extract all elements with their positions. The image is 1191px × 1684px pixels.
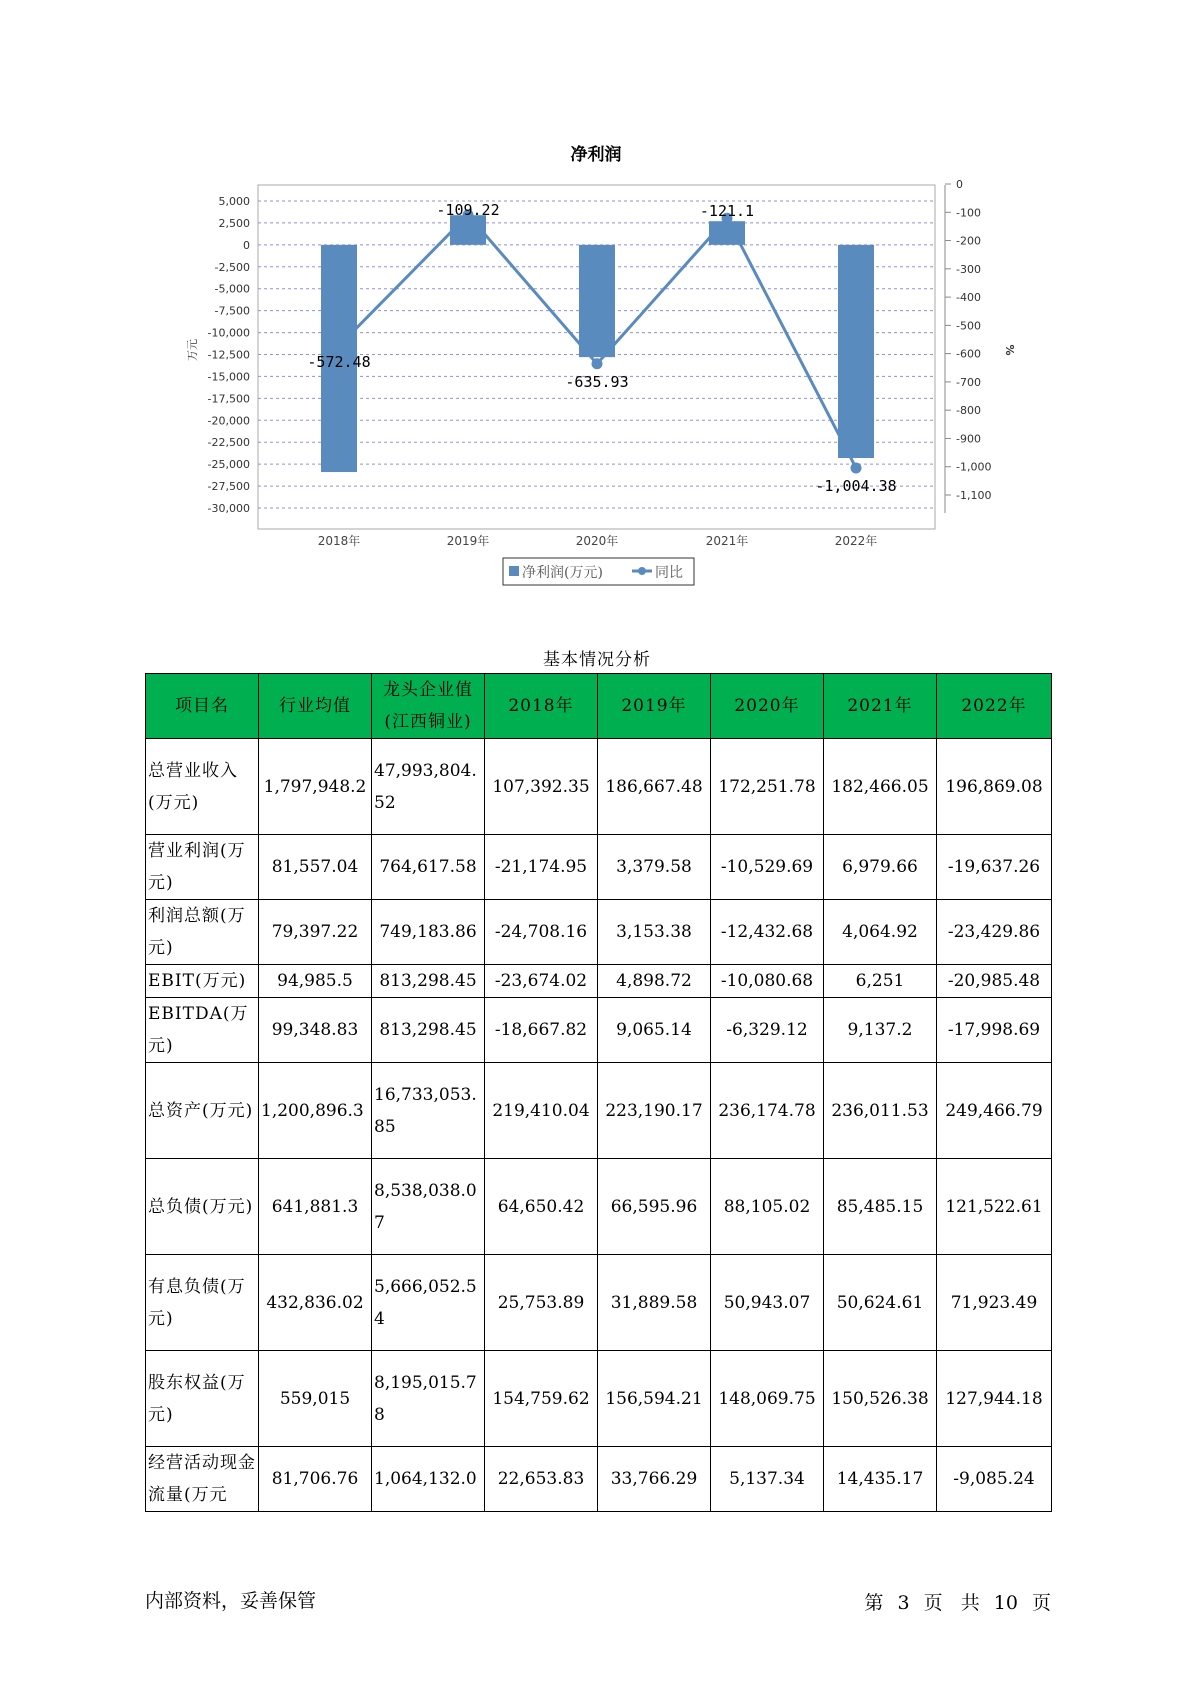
header-cell: 2020年 <box>711 674 824 739</box>
line-point <box>592 358 603 369</box>
value-cell: 9,065.14 <box>598 998 711 1063</box>
y2-tick-label: -900 <box>956 432 981 446</box>
header-cell: 2018年 <box>485 674 598 739</box>
table-caption: 基本情况分析 <box>543 650 651 670</box>
net-profit-chart <box>0 0 1191 600</box>
x-tick-label: 2019年 <box>446 534 490 548</box>
value-cell: -23,674.02 <box>485 965 598 998</box>
page-suffix: 页 <box>1031 1592 1051 1614</box>
value-cell: -24,708.16 <box>485 900 598 965</box>
table-row <box>146 965 1052 998</box>
y-tick-label: -2,500 <box>214 260 250 274</box>
value-cell: 196,869.08 <box>937 739 1052 835</box>
y2-axis-label: % <box>1003 344 1016 356</box>
value-cell: 50,624.61 <box>824 1255 937 1351</box>
y-tick-label: -7,500 <box>214 304 250 318</box>
y-tick-label: -22,500 <box>207 436 250 450</box>
y2-tick-label: -700 <box>956 375 981 389</box>
row-name-cell: 总资产(万元) <box>146 1063 259 1159</box>
value-cell: 81,557.04 <box>259 835 372 900</box>
value-cell: 749,183.86 <box>372 900 485 965</box>
table-row <box>146 1063 1052 1159</box>
legend-bar-swatch <box>509 566 519 576</box>
row-name-cell: 营业利润(万元) <box>146 835 259 900</box>
y-tick-label: -12,500 <box>207 348 250 362</box>
y2-tick-label: -200 <box>956 234 981 248</box>
value-cell: 1,064,132.0 <box>372 1447 485 1512</box>
page-total: 10 <box>993 1592 1018 1614</box>
value-cell: 813,298.45 <box>372 998 485 1063</box>
value-cell: 71,923.49 <box>937 1255 1052 1351</box>
value-cell: 1,797,948.2 <box>259 739 372 835</box>
y2-tick-label: -800 <box>956 404 981 418</box>
value-cell: 764,617.58 <box>372 835 485 900</box>
value-cell: 150,526.38 <box>824 1351 937 1447</box>
page-mid: 页 共 <box>923 1592 980 1614</box>
y2-tick-label: -300 <box>956 262 981 276</box>
table-row <box>146 998 1052 1063</box>
y2-tick-label: -600 <box>956 347 981 361</box>
header-cell: 项目名 <box>146 674 259 739</box>
value-cell: 8,538,038.07 <box>372 1159 485 1255</box>
header-cell: 行业均值 <box>259 674 372 739</box>
value-cell: 99,348.83 <box>259 998 372 1063</box>
value-cell: 121,522.61 <box>937 1159 1052 1255</box>
value-cell: 33,766.29 <box>598 1447 711 1512</box>
y-tick-label: 2,500 <box>218 216 250 230</box>
value-cell: 3,153.38 <box>598 900 711 965</box>
right-axis-ticks <box>945 178 991 502</box>
row-name-cell: 总营业收入(万元) <box>146 739 259 835</box>
legend-line-label: 同比 <box>655 565 683 581</box>
value-cell: 64,650.42 <box>485 1159 598 1255</box>
value-cell: 1,200,896.3 <box>259 1063 372 1159</box>
row-name-cell: 利润总额(万元) <box>146 900 259 965</box>
legend-bar-label: 净利润(万元) <box>522 565 603 581</box>
value-cell: 50,943.07 <box>711 1255 824 1351</box>
value-cell: 6,979.66 <box>824 835 937 900</box>
table-row <box>146 835 1052 900</box>
header-cell: 2019年 <box>598 674 711 739</box>
table-row <box>146 1351 1052 1447</box>
y-axis-label: 万元 <box>186 339 199 361</box>
value-cell: 5,666,052.54 <box>372 1255 485 1351</box>
value-cell: 219,410.04 <box>485 1063 598 1159</box>
value-cell: 223,190.17 <box>598 1063 711 1159</box>
value-cell: 79,397.22 <box>259 900 372 965</box>
table-header-row <box>146 674 1052 739</box>
value-cell: -23,429.86 <box>937 900 1052 965</box>
bar <box>579 245 615 357</box>
value-cell: -9,085.24 <box>937 1447 1052 1512</box>
x-axis-ticks <box>318 533 878 548</box>
row-name-cell: EBIT(万元) <box>146 965 259 998</box>
value-cell: 88,105.02 <box>711 1159 824 1255</box>
x-tick-label: 2020年 <box>575 534 619 548</box>
value-cell: 148,069.75 <box>711 1351 824 1447</box>
y-tick-label: -30,000 <box>207 502 250 515</box>
page-prefix: 第 <box>864 1592 884 1614</box>
value-cell: 5,137.34 <box>711 1447 824 1512</box>
value-cell: 3,379.58 <box>598 835 711 900</box>
y-tick-label: 5,000 <box>218 195 250 208</box>
value-cell: 186,667.48 <box>598 739 711 835</box>
value-cell: 172,251.78 <box>711 739 824 835</box>
value-cell: -17,998.69 <box>937 998 1052 1063</box>
value-cell: 236,174.78 <box>711 1063 824 1159</box>
table-row <box>146 739 1052 835</box>
value-cell: 31,889.58 <box>598 1255 711 1351</box>
y-tick-label: -10,000 <box>207 326 250 340</box>
value-cell: 432,836.02 <box>259 1255 372 1351</box>
row-name-cell: EBITDA(万元) <box>146 998 259 1063</box>
legend-line-marker <box>638 567 646 575</box>
y2-tick-label: -1,100 <box>956 489 992 502</box>
value-cell: -10,080.68 <box>711 965 824 998</box>
y-tick-label: -5,000 <box>214 282 250 296</box>
y-tick-label: 0 <box>243 238 250 252</box>
header-cell: 龙头企业值(江西铜业) <box>372 674 485 739</box>
value-cell: 25,753.89 <box>485 1255 598 1351</box>
value-cell: -12,432.68 <box>711 900 824 965</box>
value-cell: -10,529.69 <box>711 835 824 900</box>
value-cell: 66,595.96 <box>598 1159 711 1255</box>
value-cell: 156,594.21 <box>598 1351 711 1447</box>
row-name-cell: 总负债(万元) <box>146 1159 259 1255</box>
x-tick-label: 2022年 <box>834 534 878 548</box>
x-tick-label: 2018年 <box>317 534 361 548</box>
value-cell: 6,251 <box>824 965 937 998</box>
y2-tick-label: -400 <box>956 291 981 305</box>
value-cell: 47,993,804.52 <box>372 739 485 835</box>
value-cell: -20,985.48 <box>937 965 1052 998</box>
data-label: -635.93 <box>565 372 629 391</box>
value-cell: -19,637.26 <box>937 835 1052 900</box>
line-point <box>851 462 862 473</box>
value-cell: -6,329.12 <box>711 998 824 1063</box>
value-cell: 813,298.45 <box>372 965 485 998</box>
value-cell: 22,653.83 <box>485 1447 598 1512</box>
value-cell: 559,015 <box>259 1351 372 1447</box>
value-cell: -18,667.82 <box>485 998 598 1063</box>
footer-confidential: 内部资料，妥善保管 <box>145 1590 317 1612</box>
y-tick-label: -20,000 <box>207 414 250 428</box>
value-cell: 4,064.92 <box>824 900 937 965</box>
y2-tick-label: -500 <box>956 319 981 333</box>
x-tick-label: 2021年 <box>705 534 749 548</box>
header-cell: 2022年 <box>937 674 1052 739</box>
header-cell: 2021年 <box>824 674 937 739</box>
value-cell: 236,011.53 <box>824 1063 937 1159</box>
value-cell: 107,392.35 <box>485 739 598 835</box>
data-label: -572.48 <box>307 352 371 371</box>
data-label: -1,004.38 <box>815 476 897 495</box>
data-label: -109.22 <box>436 200 500 219</box>
bar <box>838 245 874 458</box>
value-cell: 4,898.72 <box>598 965 711 998</box>
value-cell: 94,985.5 <box>259 965 372 998</box>
value-cell: 249,466.79 <box>937 1063 1052 1159</box>
value-cell: 182,466.05 <box>824 739 937 835</box>
row-name-cell: 经营活动现金流量(万元 <box>146 1447 259 1512</box>
row-name-cell: 股东权益(万元) <box>146 1351 259 1447</box>
table-row <box>146 1255 1052 1351</box>
row-name-cell: 有息负债(万元) <box>146 1255 259 1351</box>
value-cell: 81,706.76 <box>259 1447 372 1512</box>
left-axis-ticks <box>208 195 250 515</box>
y-tick-label: -25,000 <box>207 458 250 472</box>
y2-tick-label: -100 <box>956 206 981 220</box>
table-row <box>146 900 1052 965</box>
value-cell: 8,195,015.78 <box>372 1351 485 1447</box>
value-cell: 127,944.18 <box>937 1351 1052 1447</box>
value-cell: 154,759.62 <box>485 1351 598 1447</box>
y-tick-label: -17,500 <box>207 392 250 406</box>
line-point <box>334 340 345 351</box>
data-label: -121.1 <box>699 202 755 221</box>
value-cell: 641,881.3 <box>259 1159 372 1255</box>
y-tick-label: -27,500 <box>207 480 250 494</box>
value-cell: 16,733,053.85 <box>372 1063 485 1159</box>
y2-tick-label: 0 <box>956 178 963 191</box>
page-number: 3 <box>897 1592 910 1614</box>
legend <box>503 558 694 585</box>
table-row <box>146 1159 1052 1255</box>
chart-title: 净利润 <box>570 145 622 165</box>
value-cell: -21,174.95 <box>485 835 598 900</box>
y-tick-label: -15,000 <box>207 370 250 384</box>
footer-page-info <box>864 1588 1051 1615</box>
value-cell: 14,435.17 <box>824 1447 937 1512</box>
y2-tick-label: -1,000 <box>956 460 992 474</box>
table-row <box>146 1447 1052 1512</box>
basic-analysis-table <box>145 673 1052 1512</box>
value-cell: 9,137.2 <box>824 998 937 1063</box>
value-cell: 85,485.15 <box>824 1159 937 1255</box>
